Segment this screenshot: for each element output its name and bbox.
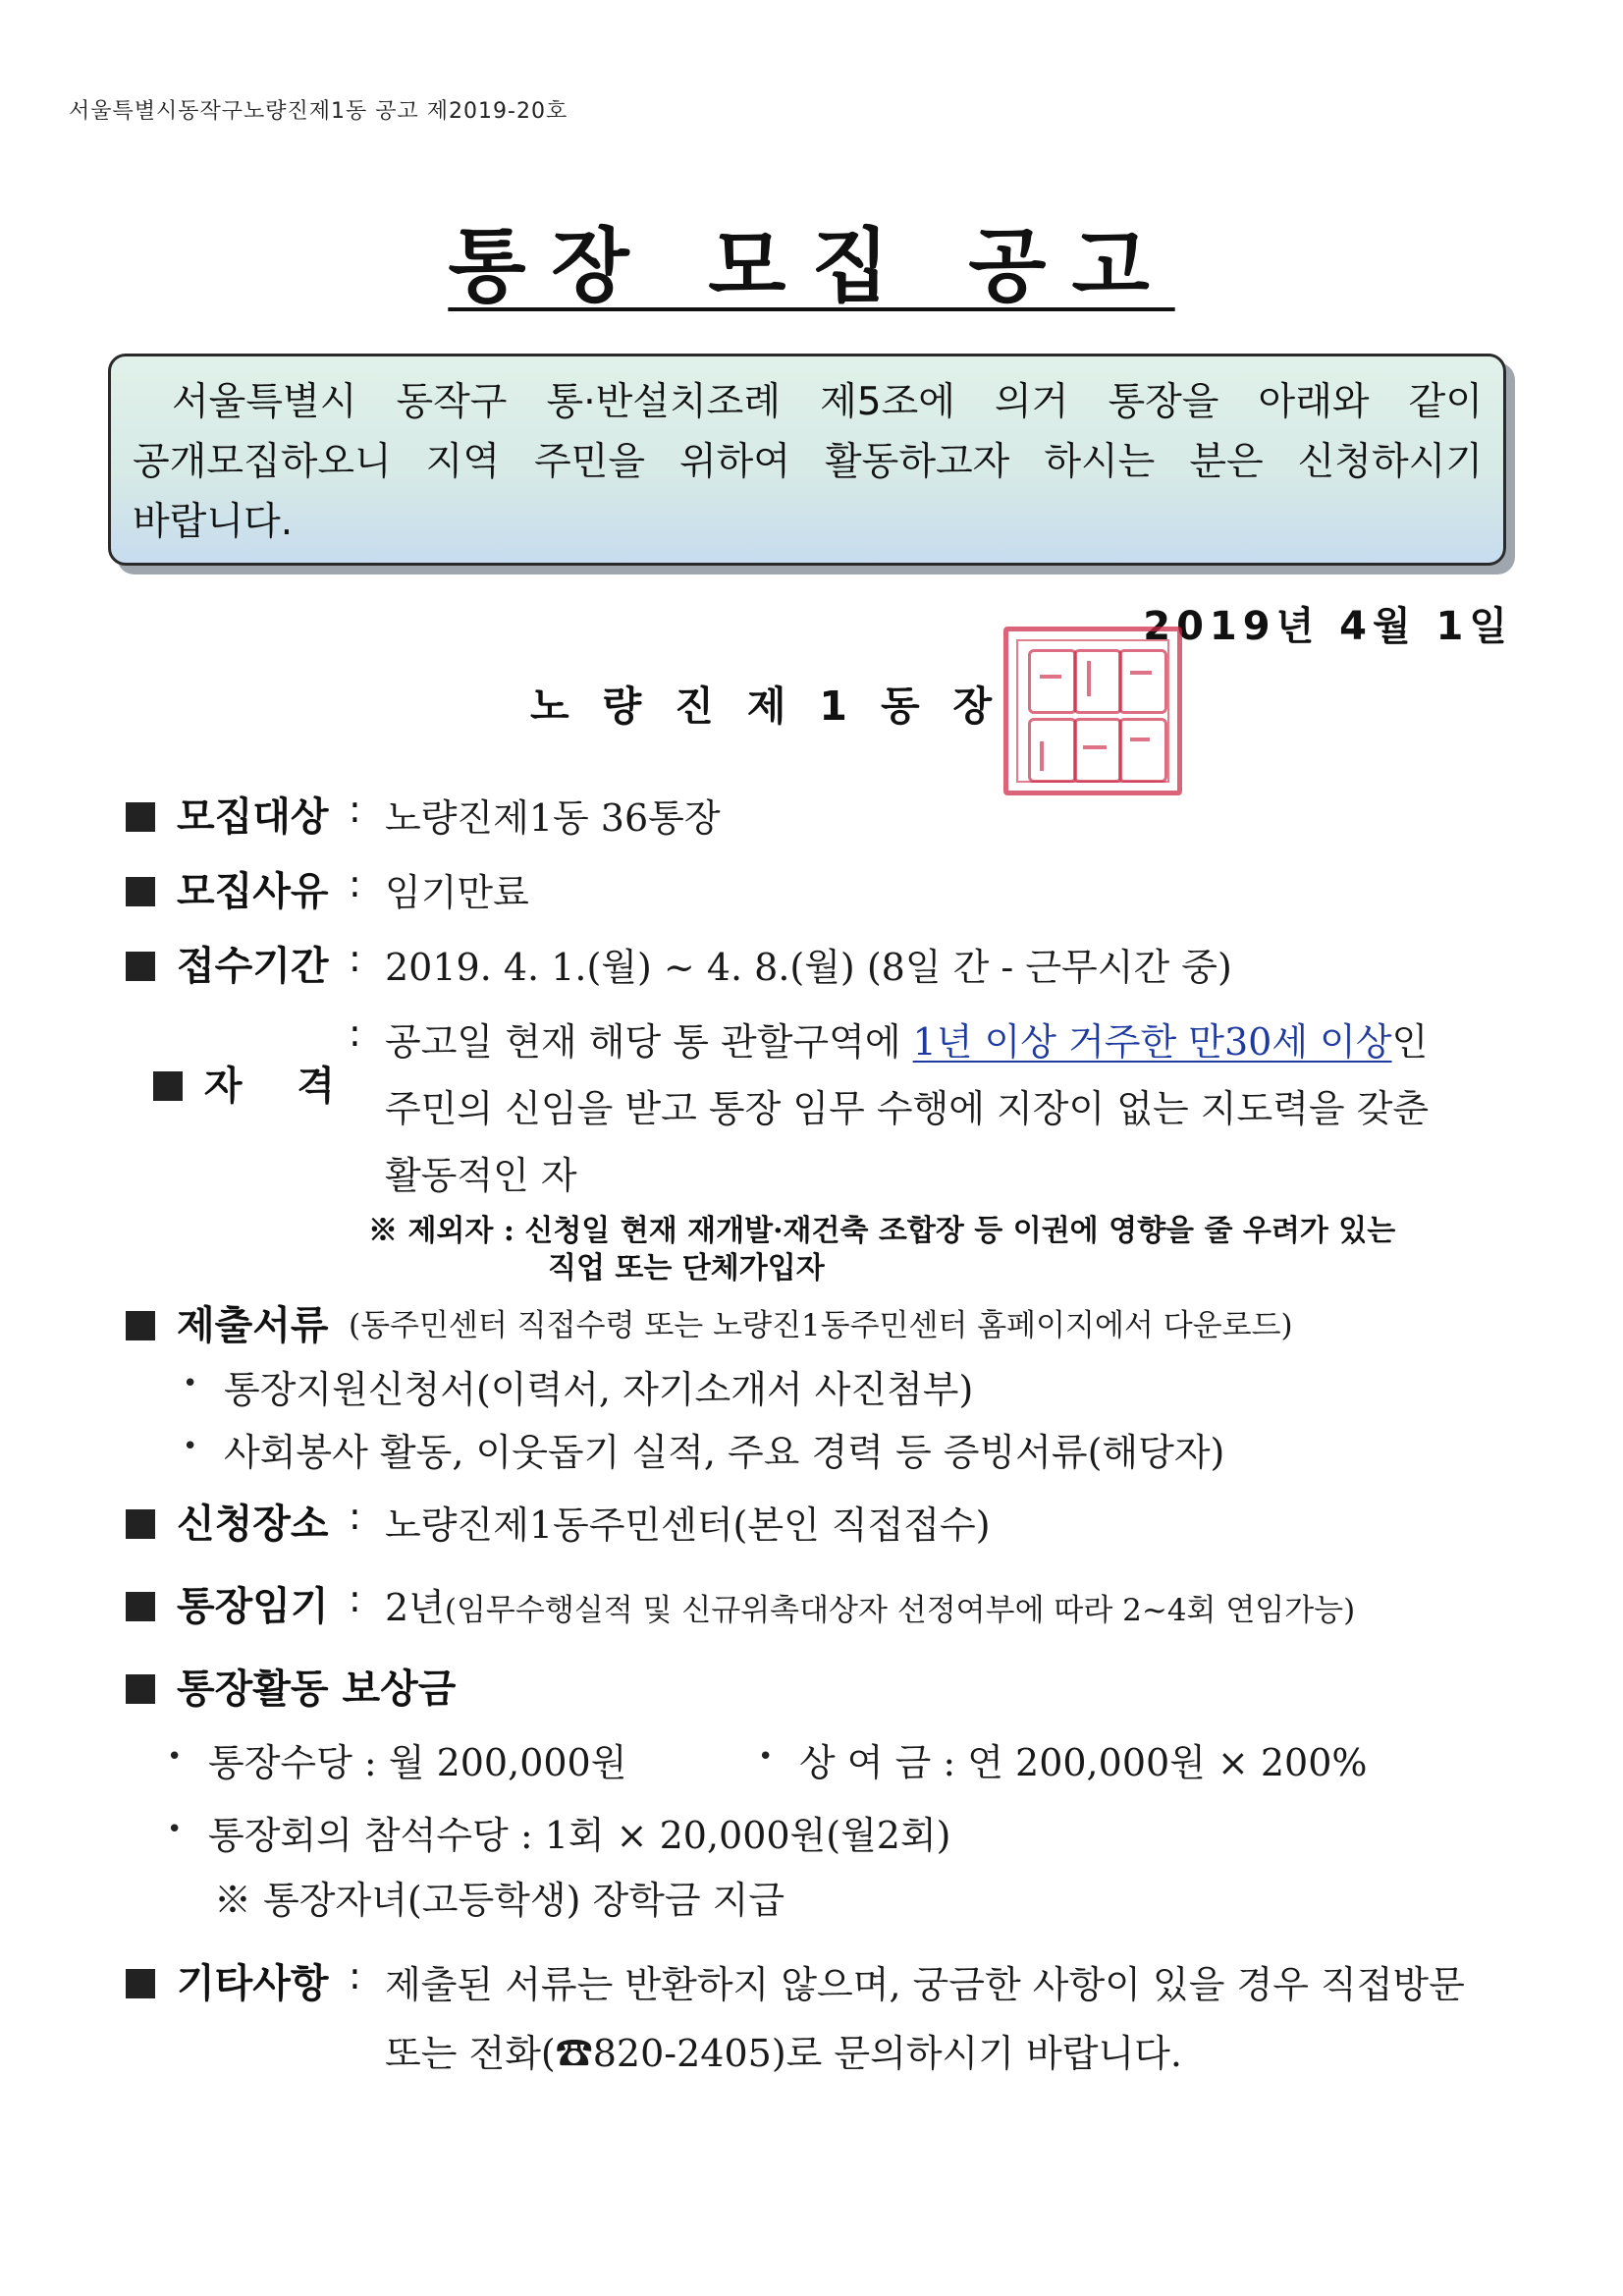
notice-date: 2019년 4월 1일 bbox=[1143, 604, 1513, 649]
section-reason bbox=[126, 860, 329, 916]
qualification-line-3: 활동적인 자 bbox=[385, 1154, 577, 1197]
seal-glyph bbox=[1118, 649, 1167, 714]
colon: : bbox=[349, 788, 361, 831]
compensation-meeting: 통장회의 참석수당 : 1회 × 20,000원(월2회) bbox=[208, 1814, 951, 1857]
qualification-line-2: 주민의 신임을 받고 통장 임무 수행에 지장이 없는 지도력을 갖춘 bbox=[385, 1087, 1430, 1130]
compensation-allowance: 통장수당 : 월 200,000원 bbox=[208, 1741, 627, 1784]
square-bullet-icon bbox=[126, 1311, 155, 1340]
square-bullet-icon bbox=[153, 1071, 183, 1101]
page-title bbox=[0, 202, 1623, 317]
section-term-label: 통장임기 bbox=[177, 1584, 329, 1629]
seal-stroke bbox=[1083, 745, 1107, 749]
section-qualification-label: 자 격 bbox=[203, 1064, 335, 1109]
term-value-note: (임무수행실적 및 신규위촉대상자 선정여부에 따라 2~4회 연임가능) bbox=[444, 1593, 1356, 1628]
term-value-main: 2년 bbox=[385, 1586, 445, 1629]
seal-glyph bbox=[1073, 649, 1122, 714]
square-bullet-icon bbox=[126, 1674, 155, 1704]
square-bullet-icon bbox=[126, 802, 155, 832]
seal-glyph bbox=[1073, 718, 1122, 783]
dot-bullet-icon: • bbox=[183, 1369, 198, 1398]
section-target-label: 모집대상 bbox=[177, 794, 329, 840]
official-seal bbox=[1003, 627, 1182, 795]
section-qualification bbox=[126, 1010, 335, 1111]
target-value: 노량진제1동 36통장 bbox=[385, 796, 721, 840]
seal-glyph bbox=[1028, 718, 1077, 783]
colon: : bbox=[349, 1495, 361, 1538]
other-line-2: 또는 전화(☎820-2405)로 문의하시기 바랍니다. bbox=[385, 2032, 1182, 2075]
square-bullet-icon bbox=[126, 952, 155, 981]
reason-value: 임기만료 bbox=[385, 871, 529, 914]
dot-bullet-icon: • bbox=[167, 1742, 183, 1772]
section-documents-label: 제출서류 bbox=[177, 1303, 329, 1348]
section-other bbox=[126, 1952, 329, 2008]
seal-glyph bbox=[1118, 718, 1167, 783]
section-place bbox=[126, 1493, 329, 1549]
section-target bbox=[126, 786, 329, 842]
colon: : bbox=[349, 1011, 361, 1055]
section-period-label: 접수기간 bbox=[177, 944, 329, 989]
qualification-line-1-pre: 공고일 현재 해당 통 관할구역에 bbox=[385, 1020, 913, 1064]
documents-item-2: 사회봉사 활동, 이웃돕기 실적, 주요 경력 등 증빙서류(해당자) bbox=[224, 1431, 1225, 1474]
page-title-text: 통장 모집 공고 bbox=[448, 220, 1175, 313]
place-value: 노량진제1동주민센터(본인 직접접수) bbox=[385, 1503, 991, 1547]
square-bullet-icon bbox=[126, 1592, 155, 1621]
qualification-highlight: 1년 이상 거주한 만30세 이상 bbox=[912, 1020, 1392, 1064]
qualification-line-1-post: 인 bbox=[1391, 1020, 1429, 1064]
intro-box bbox=[108, 354, 1506, 566]
period-value: 2019. 4. 1.(월) ~ 4. 8.(월) (8일 간 - 근무시간 중) bbox=[385, 946, 1232, 989]
section-period bbox=[126, 935, 329, 991]
seal-glyph bbox=[1028, 649, 1077, 714]
exclusion-note-line-1: ※ 제외자 : 신청일 현재 재개발·재건축 조합장 등 이권에 영향을 줄 우려가 있는 bbox=[368, 1214, 1396, 1248]
seal-stroke bbox=[1130, 738, 1150, 741]
section-term bbox=[126, 1575, 329, 1631]
section-compensation bbox=[126, 1658, 456, 1714]
colon: : bbox=[349, 937, 361, 980]
section-place-label: 신청장소 bbox=[177, 1502, 329, 1547]
seal-stroke bbox=[1087, 661, 1091, 696]
documents-item-1: 통장지원신청서(이력서, 자기소개서 사진첨부) bbox=[224, 1368, 974, 1411]
intro-line-1: 서울특별시 동작구 통·반설치조례 제5조에 의거 통장을 아래와 같이 bbox=[172, 380, 1483, 424]
dot-bullet-icon: • bbox=[183, 1432, 198, 1461]
dot-bullet-icon: • bbox=[167, 1815, 183, 1844]
issuer-name: 노량진제1동장 bbox=[530, 683, 1026, 730]
compensation-bonus: 상 여 금 : 연 200,000원 × 200% bbox=[799, 1741, 1368, 1784]
seal-stroke bbox=[1040, 675, 1061, 679]
intro-line-2: 공개모집하오니 지역 주민을 위하여 활동하고자 하시는 분은 신청하시기 bbox=[133, 440, 1483, 484]
documents-note: (동주민센터 직접수령 또는 노량진1동주민센터 홈페이지에서 다운로드) bbox=[349, 1308, 1293, 1343]
square-bullet-icon bbox=[126, 1969, 155, 1998]
seal-stroke bbox=[1130, 671, 1152, 675]
square-bullet-icon bbox=[126, 877, 155, 906]
seal-stroke bbox=[1040, 741, 1044, 771]
colon: : bbox=[349, 862, 361, 905]
section-other-label: 기타사항 bbox=[177, 1961, 329, 2006]
section-reason-label: 모집사유 bbox=[177, 869, 329, 914]
compensation-scholarship: ※ 통장자녀(고등학생) 장학금 지급 bbox=[214, 1879, 785, 1922]
other-line-1: 제출된 서류는 반환하지 않으며, 궁금한 사항이 있을 경우 직접방문 bbox=[385, 1963, 1465, 2006]
term-value bbox=[385, 1577, 1355, 1631]
section-compensation-label: 통장활동 보상금 bbox=[177, 1667, 457, 1712]
exclusion-note-line-2: 직업 또는 단체가입자 bbox=[548, 1251, 825, 1285]
document-number: 서울특별시동작구노량진제1동 공고 제2019-20호 bbox=[69, 99, 568, 124]
section-documents bbox=[126, 1294, 329, 1350]
dot-bullet-icon: • bbox=[758, 1742, 774, 1772]
intro-line-3: 바랍니다. bbox=[133, 500, 294, 544]
colon: : bbox=[349, 1954, 361, 1997]
colon: : bbox=[349, 1577, 361, 1620]
square-bullet-icon bbox=[126, 1509, 155, 1539]
qualification-line-1 bbox=[385, 1011, 1428, 1066]
